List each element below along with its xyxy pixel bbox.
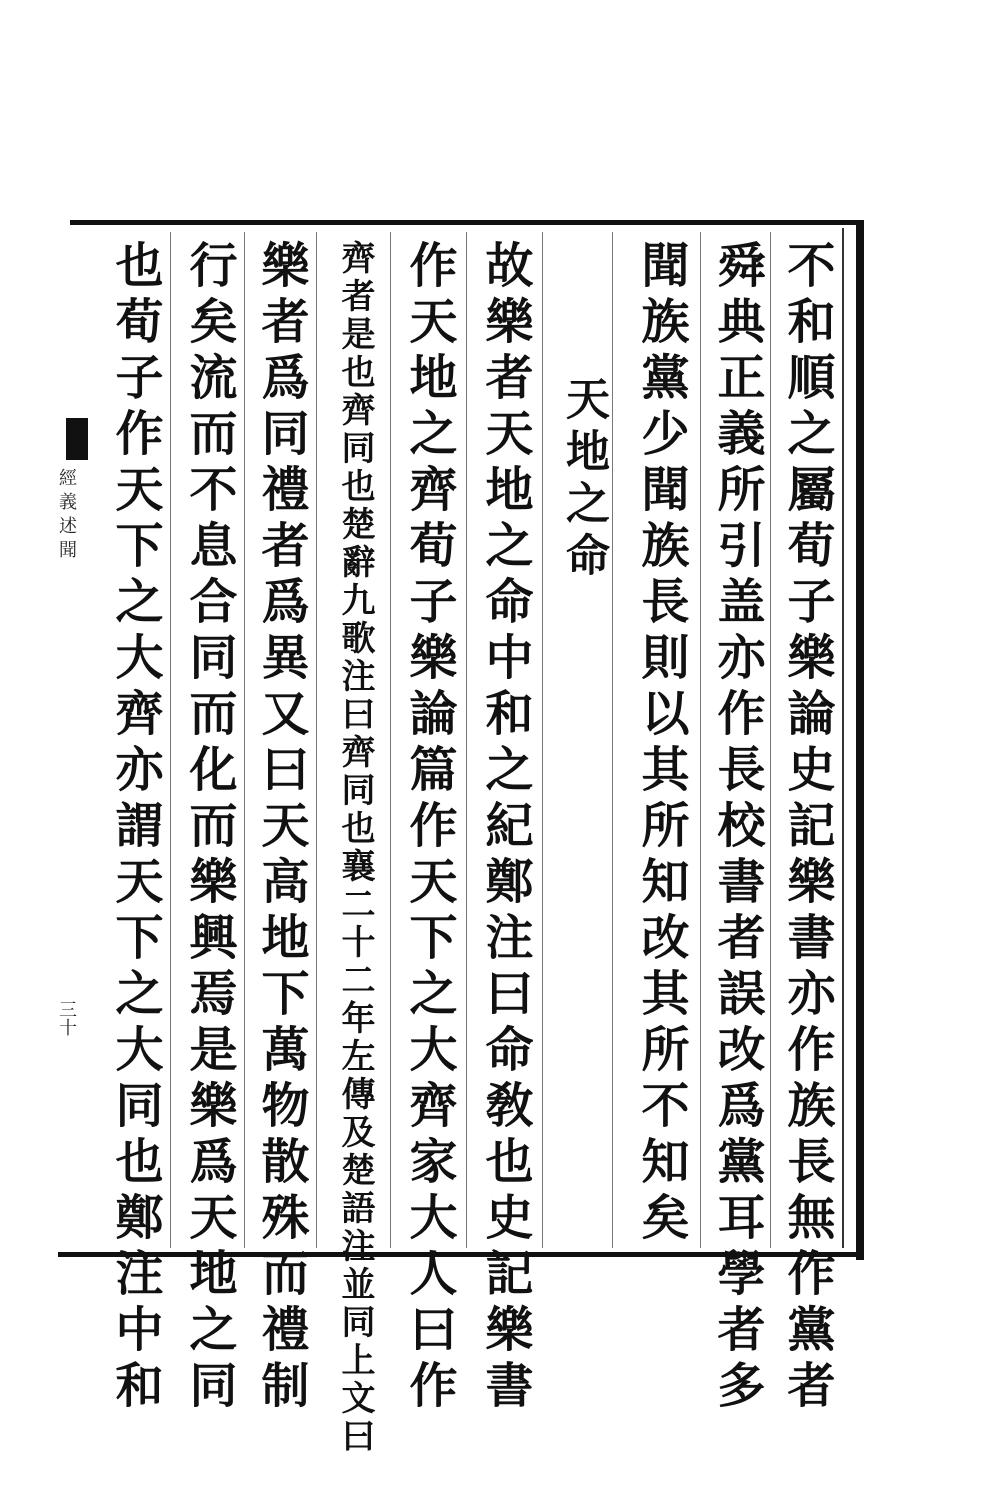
column-rule xyxy=(770,232,771,1248)
column-rule xyxy=(542,232,543,1248)
margin-book-title: 經義述聞 xyxy=(56,468,77,564)
frame-right-border xyxy=(856,220,864,1260)
text-column-8: 行矣流而不息合同而化而樂興焉是樂爲天地之同 xyxy=(181,240,237,1416)
text-column-9: 也荀子作天下之大齊亦謂天下之大同也鄭注中和 xyxy=(107,240,163,1416)
frame-inner-right-border xyxy=(842,228,844,1248)
text-column-5: 作天地之齊荀子樂論篇作天下之大齊家大人曰作 xyxy=(401,240,457,1416)
frame-top-border xyxy=(70,220,862,225)
text-column-2: 舜典正義所引盖亦作長校書者誤改爲黨耳學者多 xyxy=(709,240,765,1416)
text-column-6: 齊者是也齊同也楚辭九歌注曰齊同也襄二十二年左傳及楚語注並同上文曰 xyxy=(335,240,375,1456)
column-rule xyxy=(170,232,171,1248)
column-rule xyxy=(466,232,467,1248)
margin-page-number: 三十 xyxy=(56,1000,77,1036)
column-rule xyxy=(390,232,391,1248)
text-column-7: 樂者爲同禮者爲異又曰天高地下萬物散殊而禮制 xyxy=(253,240,309,1416)
fish-tail-mark xyxy=(66,418,88,460)
column-rule xyxy=(244,232,245,1248)
text-column-1: 不和順之屬荀子樂論史記樂書亦作族長無作黨者 xyxy=(779,240,835,1416)
text-column-3: 聞族黨少聞族長則以其所知改其所不知矣 xyxy=(633,240,689,1248)
column-rule xyxy=(316,232,317,1248)
column-rule xyxy=(700,232,701,1248)
section-heading: 天地之命 xyxy=(558,376,609,584)
text-column-4: 故樂者天地之命中和之紀鄭注曰命敎也史記樂書 xyxy=(477,240,533,1416)
